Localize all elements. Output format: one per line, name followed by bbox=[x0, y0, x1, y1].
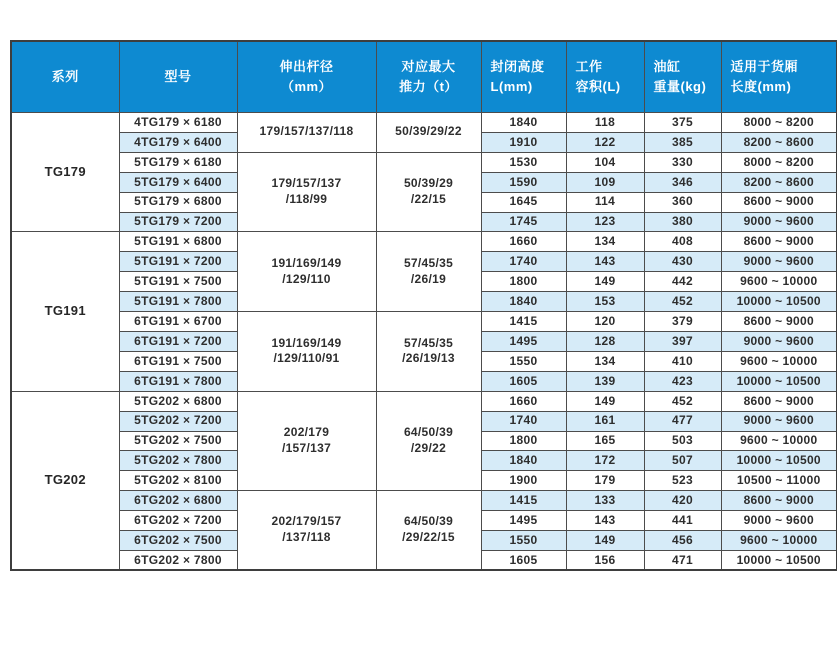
model-cell: 4TG179 × 6180 bbox=[119, 113, 237, 133]
max-thrust-cell bbox=[376, 232, 481, 312]
model-cell: 6TG191 × 7500 bbox=[119, 351, 237, 371]
rod-diameter-cell-line: 191/169/149 bbox=[271, 335, 342, 350]
model-cell: 5TG179 × 6400 bbox=[119, 172, 237, 192]
work-volume-cell: 114 bbox=[566, 192, 644, 212]
work-volume-cell: 149 bbox=[566, 391, 644, 411]
cargo-length-cell: 8000 ~ 8200 bbox=[721, 152, 837, 172]
max-thrust-cell-line: 64/50/39 bbox=[403, 425, 454, 440]
cylinder-weight-cell: 441 bbox=[644, 511, 721, 531]
rod-diameter-cell bbox=[237, 391, 376, 491]
work-volume-cell: 161 bbox=[566, 411, 644, 431]
rod-diameter-cell bbox=[237, 113, 376, 153]
header-max-thrust-label: 对应最大 bbox=[401, 58, 456, 74]
model-cell: 5TG191 × 6800 bbox=[119, 232, 237, 252]
closed-height-cell: 1660 bbox=[481, 232, 566, 252]
model-cell: 5TG202 × 7200 bbox=[119, 411, 237, 431]
max-thrust-cell-line: 50/39/29/22 bbox=[395, 124, 462, 139]
work-volume-cell: 143 bbox=[566, 252, 644, 272]
rod-diameter-cell-line: 179/157/137/118 bbox=[259, 124, 354, 139]
rod-diameter-cell bbox=[237, 491, 376, 571]
work-volume-cell: 149 bbox=[566, 531, 644, 551]
work-volume-cell: 153 bbox=[566, 292, 644, 312]
rod-diameter-cell bbox=[237, 312, 376, 392]
cylinder-weight-cell: 503 bbox=[644, 431, 721, 451]
cylinder-weight-cell: 471 bbox=[644, 550, 721, 570]
model-cell: 5TG191 × 7500 bbox=[119, 272, 237, 292]
max-thrust-cell bbox=[376, 491, 481, 571]
cylinder-weight-cell: 420 bbox=[644, 491, 721, 511]
cargo-length-cell: 8600 ~ 9000 bbox=[721, 232, 837, 252]
max-thrust-cell-line: 64/50/39 bbox=[403, 514, 454, 529]
cargo-length-cell: 8600 ~ 9000 bbox=[721, 491, 837, 511]
header-cylinder-weight-label: 油缸 bbox=[653, 58, 681, 74]
table-body bbox=[11, 113, 837, 571]
max-thrust-cell-line: /29/22/15 bbox=[402, 530, 455, 545]
header-model bbox=[119, 41, 237, 113]
cylinder-weight-cell: 507 bbox=[644, 451, 721, 471]
closed-height-cell: 1740 bbox=[481, 252, 566, 272]
cargo-length-cell: 8200 ~ 8600 bbox=[721, 172, 837, 192]
work-volume-cell: 134 bbox=[566, 232, 644, 252]
cylinder-weight-cell: 385 bbox=[644, 132, 721, 152]
cargo-length-cell: 9000 ~ 9600 bbox=[721, 331, 837, 351]
closed-height-cell: 1415 bbox=[481, 312, 566, 332]
cargo-length-cell: 8600 ~ 9000 bbox=[721, 391, 837, 411]
rod-diameter-cell-line: /157/137 bbox=[281, 440, 332, 455]
max-thrust-cell-line: /29/22 bbox=[410, 440, 447, 455]
cylinder-weight-cell: 397 bbox=[644, 331, 721, 351]
cargo-length-cell: 10000 ~ 10500 bbox=[721, 451, 837, 471]
rod-diameter-cell bbox=[237, 232, 376, 312]
cylinder-weight-cell: 330 bbox=[644, 152, 721, 172]
cargo-length-cell: 10000 ~ 10500 bbox=[721, 292, 837, 312]
closed-height-cell: 1840 bbox=[481, 292, 566, 312]
work-volume-cell: 156 bbox=[566, 550, 644, 570]
table-row bbox=[11, 312, 837, 332]
table-row bbox=[11, 232, 837, 252]
work-volume-cell: 133 bbox=[566, 491, 644, 511]
closed-height-cell: 1900 bbox=[481, 471, 566, 491]
max-thrust-cell-line: 50/39/29 bbox=[403, 176, 454, 191]
rod-diameter-cell-line: 202/179/157 bbox=[271, 514, 342, 529]
series-cell: TG179 bbox=[11, 113, 119, 232]
series-cell: TG191 bbox=[11, 232, 119, 391]
closed-height-cell: 1660 bbox=[481, 391, 566, 411]
closed-height-cell: 1495 bbox=[481, 511, 566, 531]
rod-diameter-cell-line: 191/169/149 bbox=[271, 255, 342, 270]
rod-diameter-cell-line: /137/118 bbox=[282, 530, 331, 545]
series-cell: TG202 bbox=[11, 391, 119, 570]
cylinder-weight-cell: 380 bbox=[644, 212, 721, 232]
header-closed-height-label: 封闭高度 bbox=[490, 58, 545, 74]
model-cell: 5TG179 × 6180 bbox=[119, 152, 237, 172]
max-thrust-cell-line: /26/19/13 bbox=[402, 351, 455, 366]
closed-height-cell: 1800 bbox=[481, 431, 566, 451]
cylinder-weight-cell: 360 bbox=[644, 192, 721, 212]
closed-height-cell: 1495 bbox=[481, 331, 566, 351]
work-volume-cell: 165 bbox=[566, 431, 644, 451]
cargo-length-cell: 10000 ~ 10500 bbox=[721, 550, 837, 570]
work-volume-cell: 104 bbox=[566, 152, 644, 172]
model-cell: 4TG179 × 6400 bbox=[119, 132, 237, 152]
cylinder-weight-cell: 375 bbox=[644, 113, 721, 133]
header-model-label: 型号 bbox=[164, 68, 192, 84]
cargo-length-cell: 8600 ~ 9000 bbox=[721, 312, 837, 332]
cylinder-weight-cell: 410 bbox=[644, 351, 721, 371]
model-cell: 5TG202 × 7500 bbox=[119, 431, 237, 451]
model-cell: 5TG202 × 8100 bbox=[119, 471, 237, 491]
cargo-length-cell: 9600 ~ 10000 bbox=[721, 431, 837, 451]
work-volume-cell: 139 bbox=[566, 371, 644, 391]
table-row bbox=[11, 491, 837, 511]
work-volume-cell: 179 bbox=[566, 471, 644, 491]
cylinder-weight-cell: 442 bbox=[644, 272, 721, 292]
work-volume-cell: 143 bbox=[566, 511, 644, 531]
cylinder-spec-table bbox=[10, 40, 837, 571]
cargo-length-cell: 8000 ~ 8200 bbox=[721, 113, 837, 133]
work-volume-cell: 149 bbox=[566, 272, 644, 292]
max-thrust-cell-line: /22/15 bbox=[410, 192, 447, 207]
cargo-length-cell: 10000 ~ 10500 bbox=[721, 371, 837, 391]
header-cargo-length: 适用于货厢 长度(mm) bbox=[721, 41, 837, 113]
cargo-length-cell: 9000 ~ 9600 bbox=[721, 411, 837, 431]
closed-height-cell: 1910 bbox=[481, 132, 566, 152]
cargo-length-cell: 8200 ~ 8600 bbox=[721, 132, 837, 152]
cylinder-weight-cell: 523 bbox=[644, 471, 721, 491]
table-row bbox=[11, 152, 837, 172]
closed-height-cell: 1605 bbox=[481, 371, 566, 391]
work-volume-cell: 120 bbox=[566, 312, 644, 332]
model-cell: 6TG202 × 7500 bbox=[119, 531, 237, 551]
cargo-length-cell: 9000 ~ 9600 bbox=[721, 252, 837, 272]
max-thrust-cell bbox=[376, 113, 481, 153]
cylinder-weight-cell: 452 bbox=[644, 292, 721, 312]
rod-diameter-cell-line: /129/110/91 bbox=[273, 351, 340, 366]
cylinder-weight-cell: 430 bbox=[644, 252, 721, 272]
header-max-thrust: 对应最大 推力（t） bbox=[376, 41, 481, 113]
cargo-length-cell: 9000 ~ 9600 bbox=[721, 212, 837, 232]
model-cell: 6TG202 × 7200 bbox=[119, 511, 237, 531]
model-cell: 5TG202 × 6800 bbox=[119, 391, 237, 411]
rod-diameter-cell-line: 179/157/137 bbox=[271, 176, 342, 191]
model-cell: 6TG191 × 7800 bbox=[119, 371, 237, 391]
cylinder-weight-cell: 346 bbox=[644, 172, 721, 192]
cargo-length-cell: 10500 ~ 11000 bbox=[721, 471, 837, 491]
rod-diameter-cell bbox=[237, 152, 376, 232]
cylinder-weight-cell: 408 bbox=[644, 232, 721, 252]
model-cell: 6TG202 × 7800 bbox=[119, 550, 237, 570]
cargo-length-cell: 9600 ~ 10000 bbox=[721, 531, 837, 551]
closed-height-cell: 1740 bbox=[481, 411, 566, 431]
header-rod-diameter: 伸出杆径 （mm） bbox=[237, 41, 376, 113]
closed-height-cell: 1550 bbox=[481, 531, 566, 551]
closed-height-cell: 1415 bbox=[481, 491, 566, 511]
cylinder-weight-cell: 423 bbox=[644, 371, 721, 391]
header-cylinder-weight: 油缸 重量(kg) bbox=[644, 41, 721, 113]
model-cell: 5TG179 × 7200 bbox=[119, 212, 237, 232]
max-thrust-cell bbox=[376, 391, 481, 491]
max-thrust-cell bbox=[376, 152, 481, 232]
header-series bbox=[11, 41, 119, 113]
rod-diameter-cell-line: /129/110 bbox=[282, 271, 331, 286]
model-cell: 6TG191 × 6700 bbox=[119, 312, 237, 332]
cylinder-weight-cell: 379 bbox=[644, 312, 721, 332]
max-thrust-cell-line: /26/19 bbox=[410, 271, 447, 286]
table-header bbox=[11, 41, 837, 113]
table-row bbox=[11, 113, 837, 133]
work-volume-cell: 128 bbox=[566, 331, 644, 351]
cylinder-weight-cell: 456 bbox=[644, 531, 721, 551]
max-thrust-cell bbox=[376, 312, 481, 392]
header-rod-diameter-label: 伸出杆径 bbox=[279, 58, 334, 74]
closed-height-cell: 1840 bbox=[481, 113, 566, 133]
header-work-volume-label: 工作 bbox=[575, 58, 603, 74]
model-cell: 6TG191 × 7200 bbox=[119, 331, 237, 351]
cargo-length-cell: 8600 ~ 9000 bbox=[721, 192, 837, 212]
rod-diameter-cell-line: 202/179 bbox=[283, 425, 330, 440]
closed-height-cell: 1840 bbox=[481, 451, 566, 471]
model-cell: 5TG191 × 7800 bbox=[119, 292, 237, 312]
work-volume-cell: 118 bbox=[566, 113, 644, 133]
header-closed-height: 封闭高度 L(mm) bbox=[481, 41, 566, 113]
closed-height-cell: 1590 bbox=[481, 172, 566, 192]
model-cell: 5TG202 × 7800 bbox=[119, 451, 237, 471]
cargo-length-cell: 9600 ~ 10000 bbox=[721, 272, 837, 292]
rod-diameter-cell-line: /118/99 bbox=[285, 192, 328, 207]
max-thrust-cell-line: 57/45/35 bbox=[403, 335, 454, 350]
header-cargo-length-label: 适用于货厢 bbox=[730, 58, 799, 74]
model-cell: 6TG202 × 6800 bbox=[119, 491, 237, 511]
work-volume-cell: 172 bbox=[566, 451, 644, 471]
table-row bbox=[11, 391, 837, 411]
cargo-length-cell: 9600 ~ 10000 bbox=[721, 351, 837, 371]
max-thrust-cell-line: 57/45/35 bbox=[403, 255, 454, 270]
work-volume-cell: 134 bbox=[566, 351, 644, 371]
closed-height-cell: 1605 bbox=[481, 550, 566, 570]
closed-height-cell: 1530 bbox=[481, 152, 566, 172]
cylinder-weight-cell: 477 bbox=[644, 411, 721, 431]
closed-height-cell: 1550 bbox=[481, 351, 566, 371]
header-work-volume: 工作 容积(L) bbox=[566, 41, 644, 113]
closed-height-cell: 1800 bbox=[481, 272, 566, 292]
header-series-label: 系列 bbox=[51, 68, 79, 84]
cargo-length-cell: 9000 ~ 9600 bbox=[721, 511, 837, 531]
work-volume-cell: 122 bbox=[566, 132, 644, 152]
model-cell: 5TG179 × 6800 bbox=[119, 192, 237, 212]
work-volume-cell: 109 bbox=[566, 172, 644, 192]
closed-height-cell: 1745 bbox=[481, 212, 566, 232]
cylinder-weight-cell: 452 bbox=[644, 391, 721, 411]
model-cell: 5TG191 × 7200 bbox=[119, 252, 237, 272]
work-volume-cell: 123 bbox=[566, 212, 644, 232]
header-row bbox=[11, 41, 837, 113]
closed-height-cell: 1645 bbox=[481, 192, 566, 212]
